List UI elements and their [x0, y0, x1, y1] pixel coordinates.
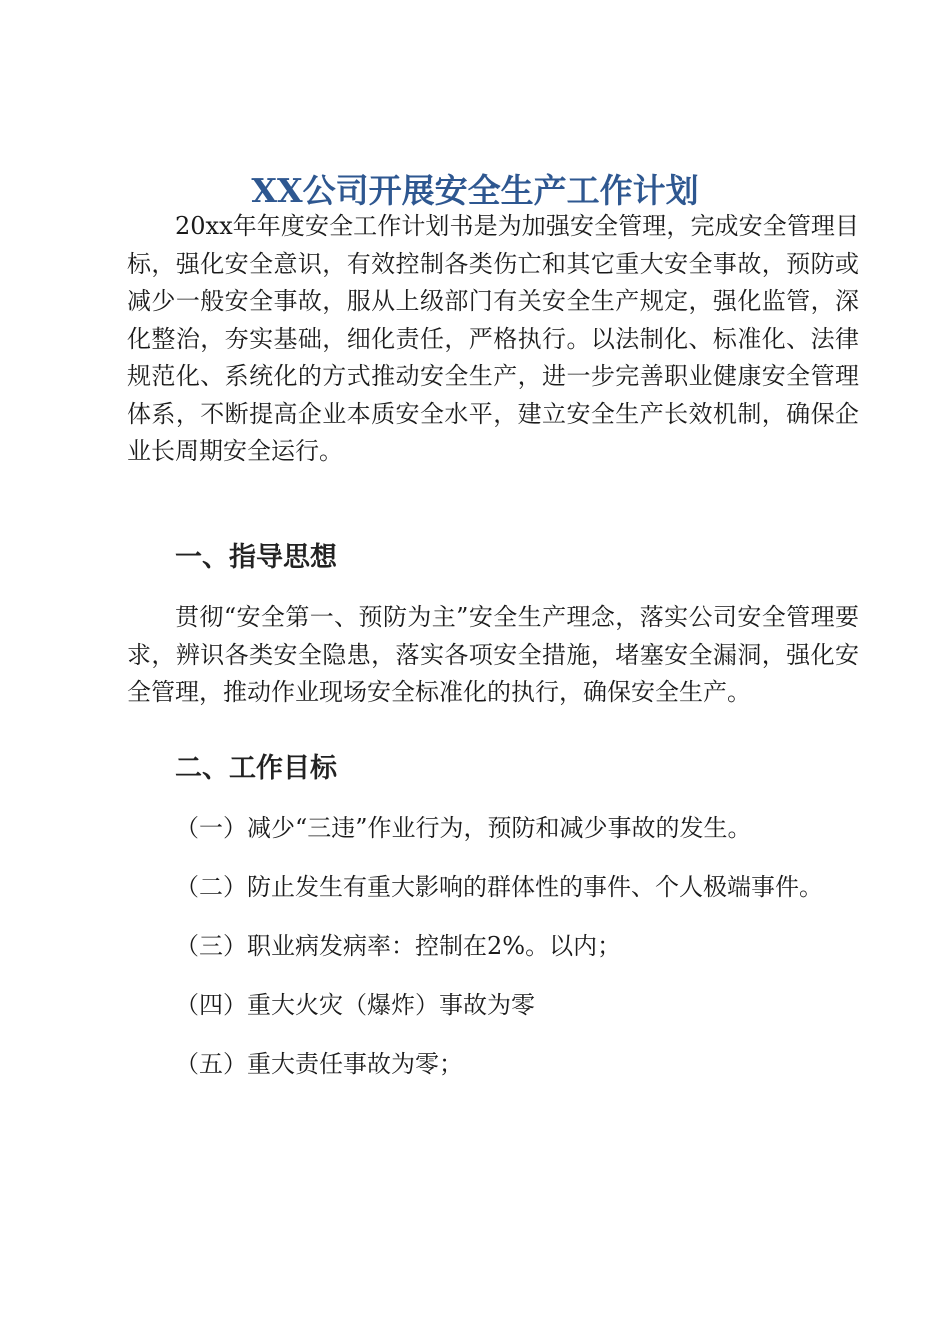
guiding-thought-paragraph: 贯彻“安全第一、预防为主”安全生产理念，落实公司安全管理要求，辨识各类安全隐患，落实各项安全措施，堵塞安全漏洞，强化安全管理，推动作业现场安全标准化的执行，确保安全生产。 — [127, 603, 859, 706]
intro-paragraph: 20xx年年度安全工作计划书是为加强安全管理，完成安全管理目标，强化安全意识，有效控制各类伤亡和其它重大安全事故，预防或减少一般安全事故，服从上级部门有关安全生产规定，强化监管，深化整治，夯实基础，细化责任，严格执行。以法制化、标准化、法律规范化、系统化的方式推动安全生产，进一步完善职业健康安全管理体系，不断提高企业本质安全水平，建立安全生产长效机制，确保企业长周期安全运行。 — [127, 212, 859, 465]
goal-item-1: （一）减少“三违”作业行为，预防和减少事故的发生。 — [175, 814, 752, 842]
section-heading-work-goals: 二、工作目标 — [175, 753, 337, 784]
goal-item-4: （四）重大火灾（爆炸）事故为零 — [175, 991, 535, 1019]
goal-item-3: （三）职业病发病率：控制在2%。以内； — [175, 932, 622, 960]
goal-item-5: （五）重大责任事故为零； — [175, 1050, 463, 1078]
document-title: XX公司开展安全生产工作计划 — [251, 171, 699, 211]
goal-item-2: （二）防止发生有重大影响的群体性的事件、个人极端事件。 — [175, 873, 823, 901]
section-heading-guiding-thought: 一、指导思想 — [175, 542, 337, 573]
